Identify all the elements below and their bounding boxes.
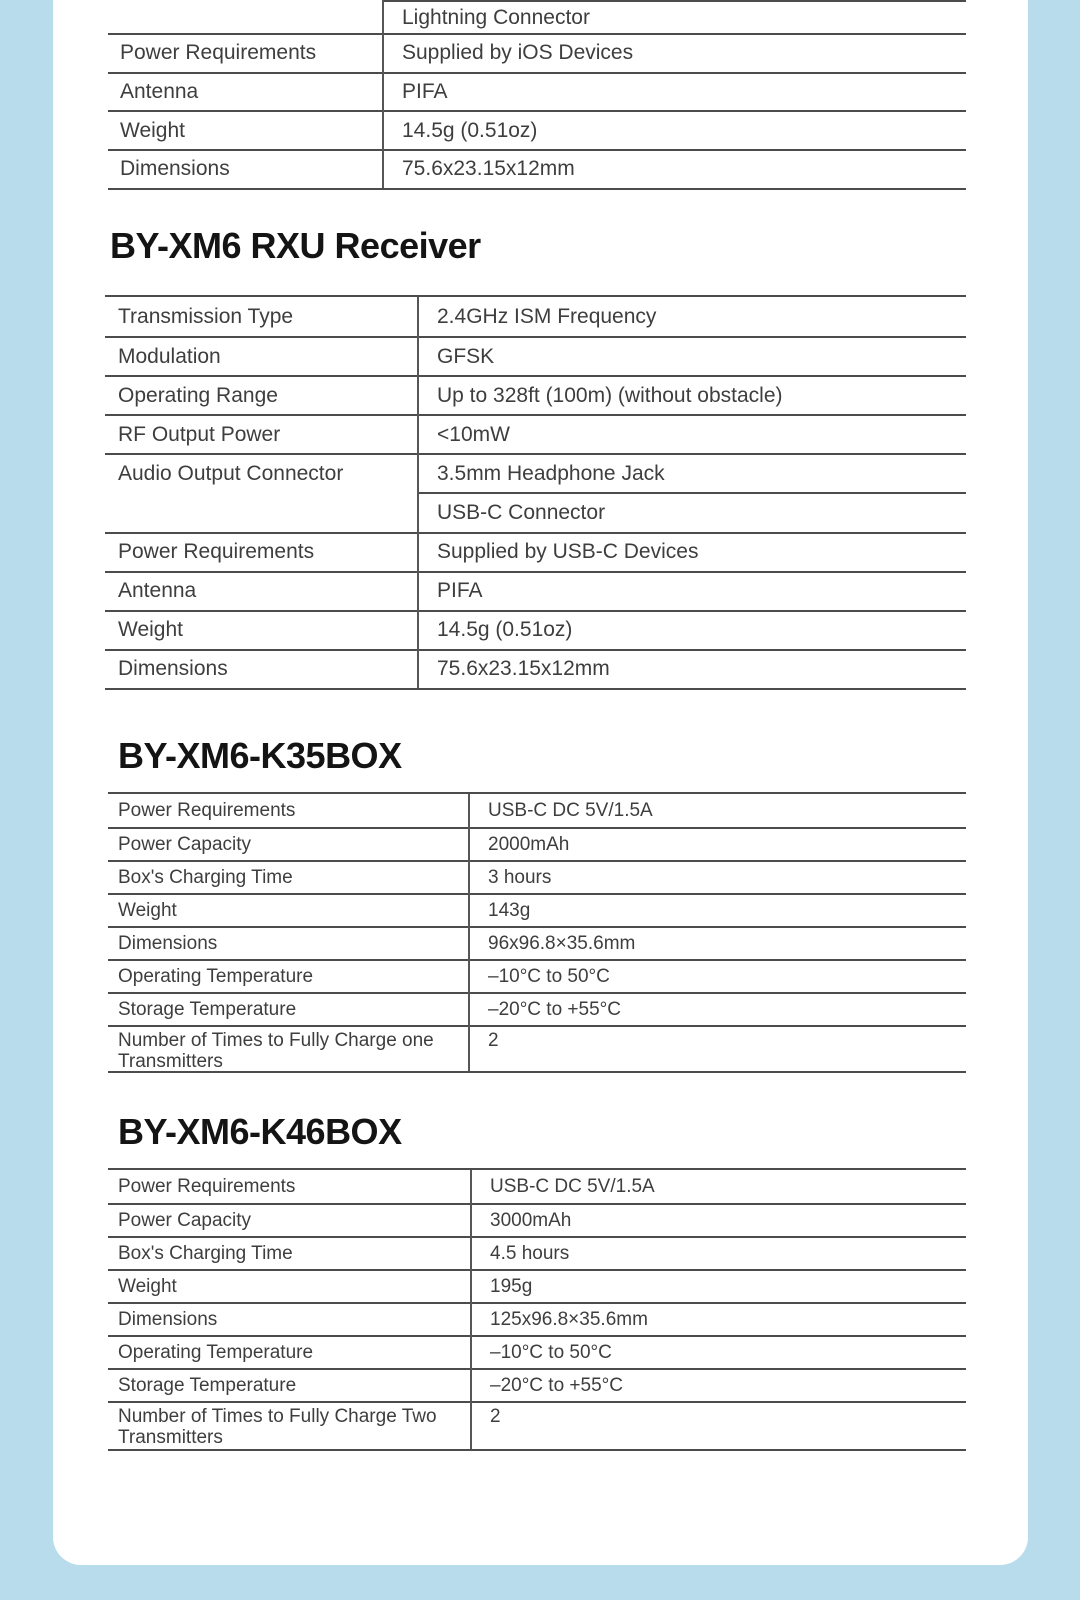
spec-label: Power Requirements: [120, 41, 317, 65]
table-row: [105, 571, 966, 610]
spec-value: USB-C Connector: [417, 492, 966, 531]
table-row: [108, 959, 966, 992]
spec-value: Up to 328ft (100m) (without obstacle): [437, 383, 783, 407]
spec-value: 75.6x23.15x12mm: [437, 657, 610, 681]
spec-label: Weight: [118, 618, 183, 642]
spec-table-k46box: [108, 1168, 966, 1451]
spec-value: 14.5g (0.51oz): [402, 118, 538, 142]
column-divider: [417, 297, 419, 688]
table-row: [108, 72, 966, 111]
spec-value: 143g: [488, 899, 531, 921]
table-row: [108, 1236, 966, 1269]
spec-value: 3.5mm Headphone Jack: [437, 461, 665, 485]
spec-value: 3 hours: [488, 866, 552, 888]
table-row: [108, 149, 966, 188]
spec-value: 75.6x23.15x12mm: [402, 157, 575, 181]
table-row: [105, 532, 966, 571]
section-heading-rxu: BY-XM6 RXU Receiver: [110, 225, 481, 266]
spec-value: 2.4GHz ISM Frequency: [437, 304, 657, 328]
table-row: [108, 1203, 966, 1236]
table-row: [108, 893, 966, 926]
spec-table-rxu-receiver: [105, 295, 966, 690]
spec-value: 195g: [490, 1275, 533, 1297]
table-row: [105, 649, 966, 688]
table-row: [105, 453, 966, 492]
spec-value: Lightning Connector: [382, 0, 966, 33]
table-row: [105, 336, 966, 375]
spec-value: 14.5g (0.51oz): [437, 618, 573, 642]
spec-label: Antenna: [120, 80, 199, 104]
spec-value: 3000mAh: [490, 1209, 572, 1231]
spec-label: Dimensions: [118, 657, 228, 681]
spec-label: Box's Charging Time: [118, 866, 293, 888]
spec-value: 96x96.8×35.6mm: [488, 932, 636, 954]
spec-label: Power Requirements: [118, 540, 315, 564]
spec-value: Supplied by iOS Devices: [402, 41, 634, 65]
spec-label: Operating Range: [118, 383, 278, 407]
table-row: [108, 1368, 966, 1401]
spec-label: Antenna: [118, 579, 197, 603]
spec-value: USB-C DC 5V/1.5A: [488, 799, 653, 821]
table-row: [108, 1170, 966, 1203]
spec-label: Dimensions: [120, 157, 230, 181]
table-row: [108, 0, 966, 33]
table-row: [108, 860, 966, 893]
spec-value: <10mW: [437, 422, 510, 446]
spec-label: Audio Output Connector: [118, 461, 344, 485]
table-row: [105, 610, 966, 649]
spec-value: 2: [488, 1030, 499, 1051]
table-row: [108, 827, 966, 860]
spec-value: –20°C to +55°C: [488, 998, 621, 1020]
table-row: [108, 794, 966, 827]
spec-label: Dimensions: [118, 1308, 218, 1330]
spec-label: Power Requirements: [118, 799, 296, 821]
spec-label: RF Output Power: [118, 422, 281, 446]
table-row: [108, 992, 966, 1025]
table-row: [108, 1269, 966, 1302]
spec-label: Weight: [118, 1275, 177, 1297]
spec-value: Supplied by USB-C Devices: [437, 540, 699, 564]
table-row: [105, 375, 966, 414]
spec-label: Weight: [118, 899, 177, 921]
spec-value: GFSK: [437, 344, 495, 368]
column-divider: [468, 794, 470, 1071]
spec-label: Power Capacity: [118, 1209, 252, 1231]
table-row: [108, 33, 966, 72]
spec-label: Number of Times to Fully Charge one Transmitters: [118, 1030, 434, 1072]
spec-value: –10°C to 50°C: [490, 1341, 612, 1363]
table-row: [105, 492, 966, 531]
column-divider: [470, 1170, 472, 1449]
spec-label: Number of Times to Fully Charge Two Transmitters: [118, 1406, 437, 1448]
table-row: [105, 414, 966, 453]
table-row: [108, 1302, 966, 1335]
spec-value: USB-C DC 5V/1.5A: [490, 1175, 655, 1197]
spec-value: PIFA: [402, 80, 448, 104]
spec-label: Modulation: [118, 344, 221, 368]
table-row: [108, 1335, 966, 1368]
table-row: [108, 926, 966, 959]
spec-label: [108, 0, 382, 33]
spec-label: Box's Charging Time: [118, 1242, 293, 1264]
section-heading-k35box: BY-XM6-K35BOX: [118, 735, 402, 776]
spec-label: Weight: [120, 118, 185, 142]
spec-value: 2: [490, 1406, 501, 1427]
section-heading-k46box: BY-XM6-K46BOX: [118, 1111, 402, 1152]
table-row: [108, 1401, 966, 1449]
spec-label: Transmission Type: [118, 304, 294, 328]
spec-table-k35box: [108, 792, 966, 1073]
spec-label: Operating Temperature: [118, 965, 314, 987]
column-divider: [382, 0, 384, 188]
spec-value: 4.5 hours: [490, 1242, 570, 1264]
spec-value: –20°C to +55°C: [490, 1374, 623, 1396]
spec-label: Operating Temperature: [118, 1341, 314, 1363]
table-row: [105, 297, 966, 336]
table-row: [108, 1025, 966, 1071]
table-row: [108, 110, 966, 149]
spec-label: [105, 492, 417, 531]
spec-label: Storage Temperature: [118, 998, 297, 1020]
spec-value: –10°C to 50°C: [488, 965, 610, 987]
spec-label: Power Capacity: [118, 833, 252, 855]
spec-value: PIFA: [437, 579, 483, 603]
spec-label: Dimensions: [118, 932, 218, 954]
spec-value: 2000mAh: [488, 833, 570, 855]
spec-table-transmitter-ios: [108, 0, 966, 190]
spec-value: 125x96.8×35.6mm: [490, 1308, 648, 1330]
spec-label: Power Requirements: [118, 1175, 296, 1197]
spec-label: Storage Temperature: [118, 1374, 297, 1396]
